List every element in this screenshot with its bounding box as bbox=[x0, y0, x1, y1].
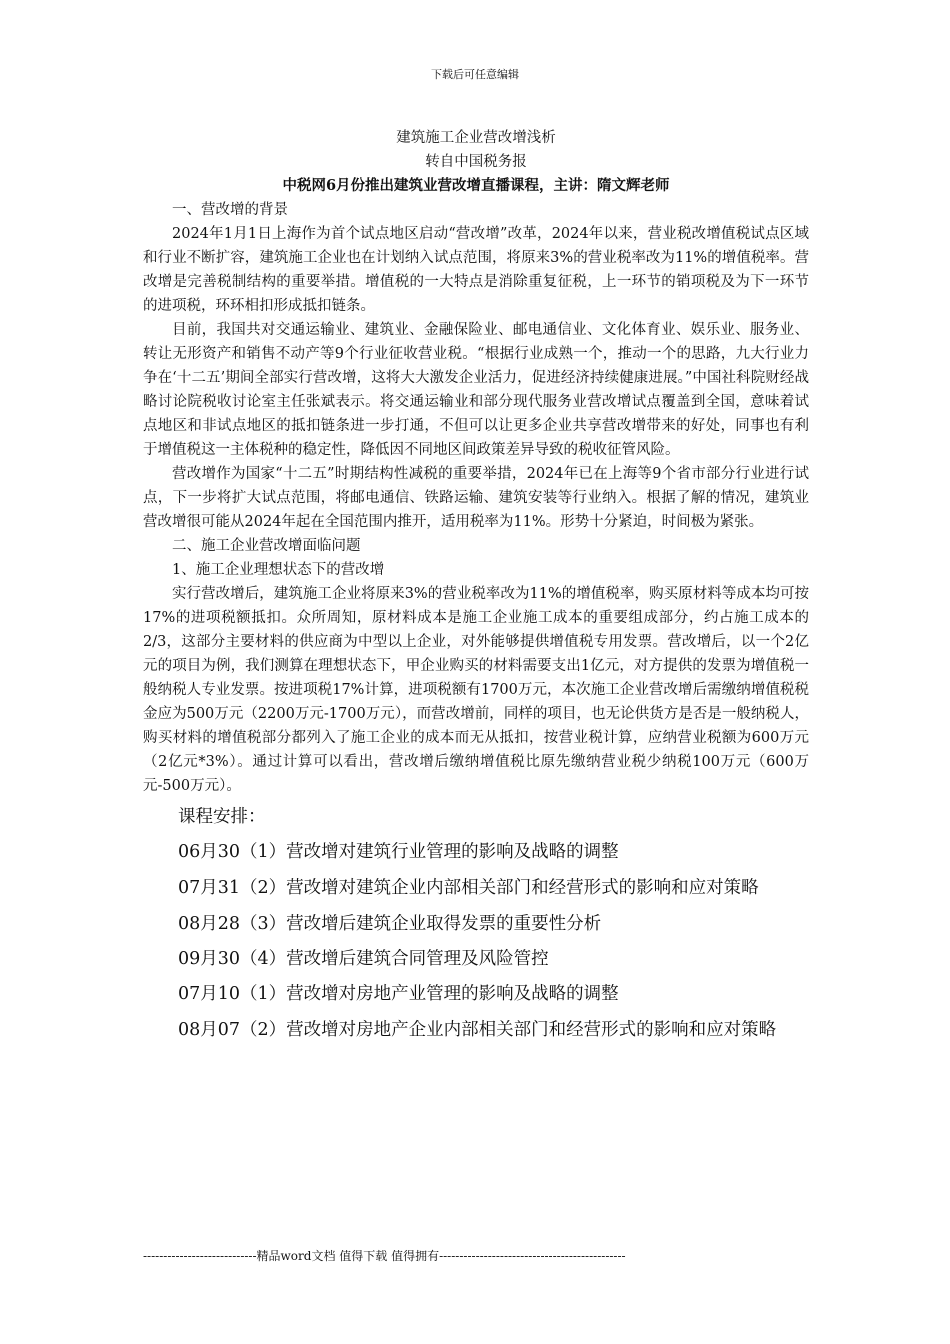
header-note: 下载后可任意编辑 bbox=[431, 68, 519, 81]
subsection-heading: 1、施工企业理想状态下的营改增 bbox=[172, 562, 385, 578]
schedule-item: 09月30（4）营改增后建筑合同管理及风险管控 bbox=[178, 949, 549, 969]
paragraph: 营改增作为国家“十二五”时期结构性减税的重要举措，2024年已在上海等9个省市部分行业进行试点，下一步将扩大试点范围，将邮电通信、铁路运输、建筑安装等行业纳入。根据了解的情况，建筑业营改增很可能从2024年起在全国范围内推开，适用税率为11%。形势十分紧迫，时间极为紧张。 bbox=[143, 466, 809, 530]
promo-line: 中税网6月份推出建筑业营改增直播课程，主讲：隋文辉老师 bbox=[282, 177, 670, 194]
paragraph: 实行营改增后，建筑施工企业将原来3%的营业税率改为11%的增值税率，购买原材料等成本均可按17%的进项税额抵扣。众所周知，原材料成本是施工企业施工成本的重要组成部分，约占施工成本的2/3，这部分主要材料的供应商为中型以上企业，对外能够提供增值税专用发票。营改增后，以一个2亿元的项目为例，我们测算在理想状态下，甲企业购买的材料需要支出1亿元，对方提供的发票为增值税一般纳税人专业发票。按进项税17%计算，进项税额有1700万元，本次施工企业营改增后需缴纳增值税税金应为500万元（2200万元-1700万元），而营改增前，同样的项目，也无论供货方是否是一般纳税人，购买材料的增值税部分都列入了施工企业的成本而无从抵扣，按营业税计算，应纳营业税额为600万元（2亿元*3%）。通过计算可以看出，营改增后缴纳增值税比原先缴纳营业税少纳税100万元（600万元-500万元）。 bbox=[143, 586, 809, 794]
schedule-item: 07月31（2）营改增对建筑企业内部相关部门和经营形式的影响和应对策略 bbox=[178, 878, 759, 898]
paragraph: 2024年1月1日上海作为首个试点地区启动“营改增”改革，2024年以来，营业税改增值税试点区域和行业不断扩容，建筑施工企业也在计划纳入试点范围，将原来3%的营业税率改为11%的增值税率。营改增是完善税制结构的重要举措。增值税的一大特点是消除重复征税，上一环节的销项税及为下一环节的进项税，环环相扣形成抵扣链条。 bbox=[143, 226, 809, 314]
schedule-item: 08月28（3）营改增后建筑企业取得发票的重要性分析 bbox=[178, 914, 602, 934]
schedule-item: 06月30（1）营改增对建筑行业管理的影响及战略的调整 bbox=[178, 842, 619, 862]
footer-banner: ----------------------------精品word文档 值得下载 值得拥有---------------------------------------------- bbox=[143, 1249, 626, 1263]
schedule-item: 07月10（1）营改增对房地产业管理的影响及战略的调整 bbox=[178, 984, 619, 1004]
section-heading-1: 一、营改增的背景 bbox=[172, 202, 288, 218]
schedule-item: 08月07（2）营改增对房地产企业内部相关部门和经营形式的影响和应对策略 bbox=[178, 1020, 777, 1040]
article-text bbox=[143, 198, 809, 798]
doc-title: 建筑施工企业营改增浅析 bbox=[396, 130, 556, 146]
schedule-label: 课程安排： bbox=[178, 807, 266, 827]
section-heading-2: 二、施工企业营改增面临问题 bbox=[172, 538, 361, 554]
paragraph: 目前，我国共对交通运输业、建筑业、金融保险业、邮电通信业、文化体育业、娱乐业、服务业、转让无形资产和销售不动产等9个行业征收营业税。“根据行业成熟一个，推动一个的思路，九大行业力争在‘十二五’期间全部实行营改增，这将大大激发企业活力，促进经济持续健康进展。”中国社科院财经战略讨论院税收讨论室主任张斌表示。将交通运输业和部分现代服务业营改增试点覆盖到全国，意味着试点地区和非试点地区的抵扣链条进一步打通，不但可以让更多企业共享营改增带来的好处，同事也有利于增值税这一主体税种的稳定性，降低因不同地区间政策差异导致的税收征管风险。 bbox=[143, 322, 809, 458]
doc-source: 转自中国税务报 bbox=[425, 154, 527, 170]
course-schedule bbox=[143, 800, 809, 1049]
document-body bbox=[143, 126, 809, 1049]
